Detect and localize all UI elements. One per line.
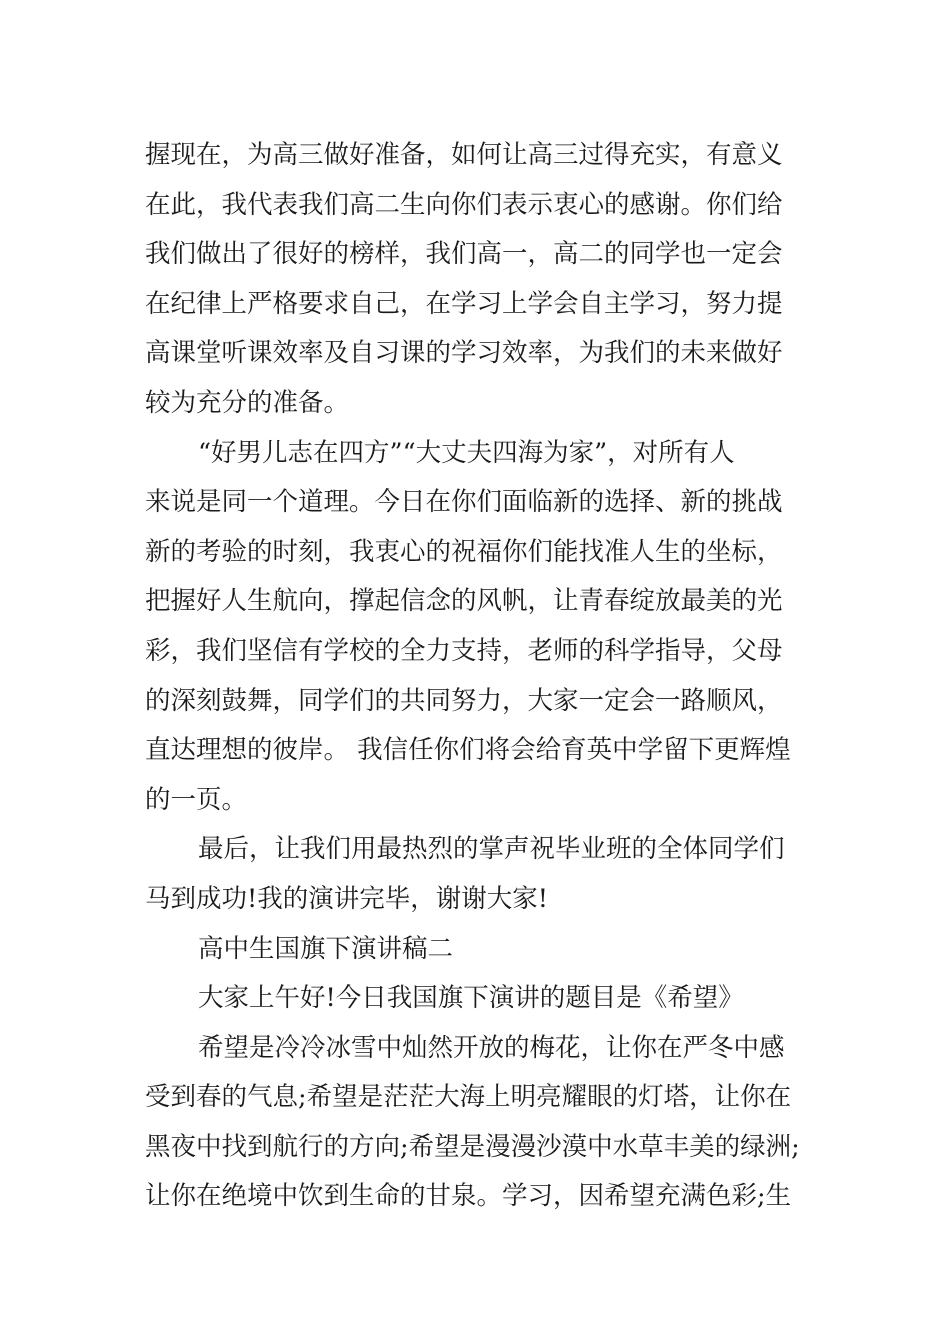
text-line: 的一页。 <box>145 784 248 815</box>
text-line: 来说是同一个道理。今日在你们面临新的选择、新的挑战 <box>145 487 783 518</box>
text-line: 让你在绝境中饮到生命的甘泉。学习，因希望充满色彩;生 <box>145 1181 792 1212</box>
text-line: 新的考验的时刻，我衷心的祝福你们能找准人生的坐标， <box>145 536 783 567</box>
text-line: 在此，我代表我们高二生向你们表示衷心的感谢。你们给 <box>145 189 783 220</box>
text-line: 直达理想的彼岸。 我信任你们将会给育英中学留下更辉煌 <box>145 735 791 766</box>
text-line: 在纪律上严格要求自己，在学习上学会自主学习，努力提 <box>145 288 783 319</box>
text-line: 的深刻鼓舞，同学们的共同努力，大家一定会一路顺风， <box>145 685 783 716</box>
text-line: 把握好人生航向，撑起信念的风帆，让青春绽放最美的光 <box>145 586 783 617</box>
paragraph-first-line: “好男儿志在四方”“大丈夫四海为家”，对所有人 <box>198 437 735 468</box>
text-line: 马到成功!我的演讲完毕，谢谢大家! <box>145 883 548 914</box>
text-line: 较为充分的准备。 <box>145 387 350 418</box>
text-line: 彩，我们坚信有学校的全力支持，老师的科学指导，父母 <box>145 635 783 666</box>
greeting-line: 大家上午好!今日我国旗下演讲的题目是《希望》 <box>198 983 744 1014</box>
paragraph-first-line: 希望是冷冷冰雪中灿然开放的梅花，让你在严冬中感 <box>198 1032 785 1063</box>
document-body <box>145 131 810 1222</box>
text-line: 受到春的气息;希望是茫茫大海上明亮耀眼的灯塔，让你在 <box>145 1082 792 1113</box>
text-line: 我们做出了很好的榜样，我们高一，高二的同学也一定会 <box>145 239 783 270</box>
paragraph-first-line: 最后，让我们用最热烈的掌声祝毕业班的全体同学们 <box>198 834 785 865</box>
section-heading: 高中生国旗下演讲稿二 <box>198 933 454 964</box>
text-line: 黑夜中找到航行的方向;希望是漫漫沙漠中水草丰美的绿洲; <box>145 1131 800 1162</box>
text-line: 高课堂听课效率及自习课的学习效率，为我们的未来做好 <box>145 338 783 369</box>
text-line: 握现在，为高三做好准备，如何让高三过得充实，有意义 <box>145 140 783 170</box>
